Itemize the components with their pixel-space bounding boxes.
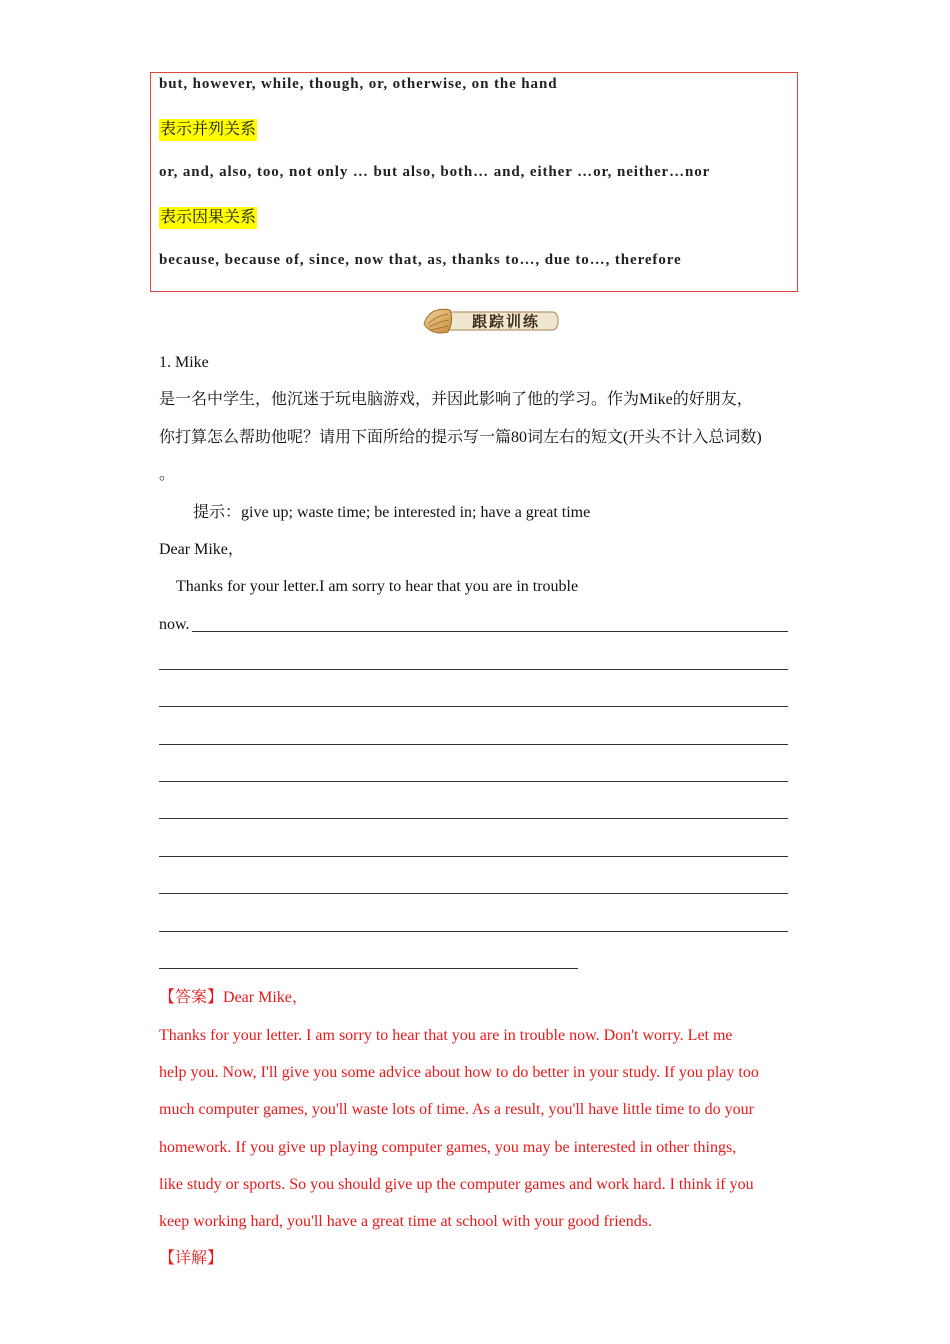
writing-line [159,781,788,782]
banner-title: 跟踪训练 [471,312,541,331]
parallel-connectives: or, and, also, too, not only … but also, both… and, either …or, neither…nor [159,164,711,180]
cause-effect-connectives: because, because of, since, now that, as, thanks to…, due to…, therefore [159,252,682,268]
letter-now: now. [159,616,190,633]
question-number: 1. Mike [159,354,209,371]
answer-label: 【答案】 [159,989,224,1006]
writing-line [159,669,788,670]
shell-icon [424,309,452,333]
writing-line [192,631,788,632]
cause-effect-heading: 表示因果关系 [159,207,257,229]
writing-line [159,706,788,707]
hint: 提示：give up; waste time; be interested in; have a great time [193,504,591,521]
letter-opening: Thanks for your letter.I am sorry to hear that you are in trouble [176,578,579,595]
writing-line [159,856,788,857]
contrast-connectives: but, however, while, though, or, otherwise, on the hand [159,76,558,92]
answer-line: homework. If you give up playing computer games, you may be interested in other things, [159,1139,737,1156]
training-banner [420,302,562,340]
answer-line: Thanks for your letter. I am sorry to hear that you are in trouble now. Don't worry. Let me [159,1027,733,1044]
letter-salutation: Dear Mike， [159,541,244,558]
answer-line: keep working hard, you'll have a great time at school with your good friends. [159,1213,652,1230]
question-text-line-1: 是一名中学生，他沉迷于玩电脑游戏，并因此影响了他的学习。作为Mike的好朋友， [159,391,753,408]
answer-line: help you. Now, I'll give you some advice about how to do better in your study. If you play too [159,1064,759,1081]
question-text-line-2: 你打算怎么帮助他呢？请用下面所给的提示写一篇80词左右的短文(开头不计入总词数) [159,429,762,446]
writing-line [159,893,788,894]
writing-line [159,744,788,745]
writing-line [159,818,788,819]
answer-line: much computer games, you'll waste lots of time. As a result, you'll have little time to do your [159,1101,754,1118]
answer-salutation: Dear Mike， [223,989,308,1006]
answer-heading [159,988,308,1008]
detail-label: 【详解】 [159,1250,224,1267]
answer-line: like study or sports. So you should give up the computer games and work hard. I think if you [159,1176,754,1193]
parallel-relation-heading: 表示并列关系 [159,119,257,141]
writing-line [159,968,578,969]
question-text-line-3: 。 [159,466,176,483]
writing-line [159,931,788,932]
